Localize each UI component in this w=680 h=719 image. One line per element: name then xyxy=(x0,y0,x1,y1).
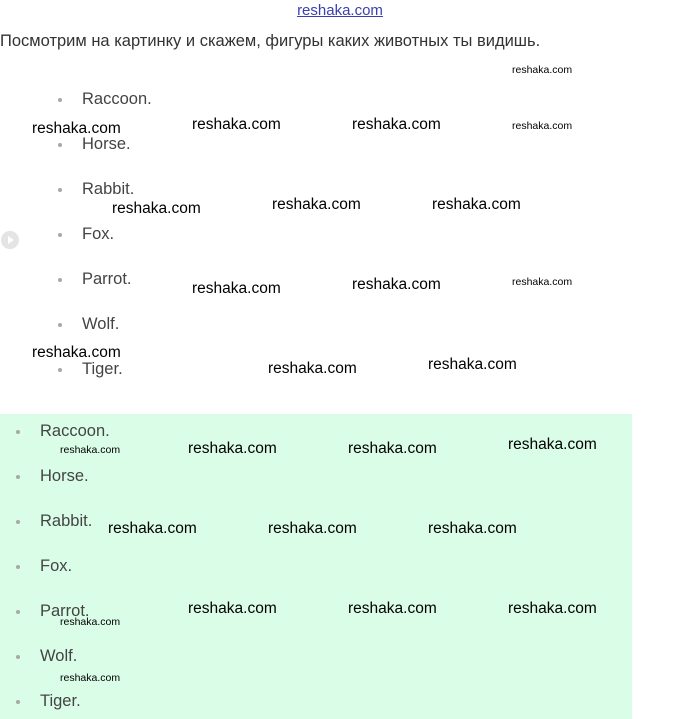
list-item-label: Horse. xyxy=(82,135,131,153)
list-item xyxy=(16,422,110,441)
watermark: reshaka.com xyxy=(268,520,357,537)
watermark: reshaka.com xyxy=(432,196,521,213)
list-item-label: Rabbit. xyxy=(82,180,135,198)
list-item-label: Tiger. xyxy=(82,360,123,378)
list-item-label: Parrot. xyxy=(40,602,90,620)
list-item-label: Raccoon. xyxy=(40,422,110,440)
list-item-label: Fox. xyxy=(82,225,115,243)
bullet-icon xyxy=(58,368,62,372)
list-item-label: Wolf. xyxy=(82,315,120,333)
bullet-icon xyxy=(58,323,62,327)
watermark: reshaka.com xyxy=(348,440,437,457)
list-item-label: Horse. xyxy=(40,467,89,485)
bullet-icon xyxy=(58,188,62,192)
watermark: reshaka.com xyxy=(512,64,573,76)
list-item xyxy=(58,90,152,109)
list-item xyxy=(16,512,92,531)
watermark: reshaka.com xyxy=(192,280,281,297)
list-item xyxy=(58,270,132,289)
list-item xyxy=(58,360,123,379)
watermark: reshaka.com xyxy=(512,120,573,132)
watermark: reshaka.com xyxy=(508,436,597,453)
site-link[interactable]: reshaka.com xyxy=(297,2,383,19)
watermark: reshaka.com xyxy=(192,116,281,133)
bullet-icon xyxy=(16,520,20,524)
bullet-icon xyxy=(58,278,62,282)
list-item xyxy=(16,647,77,666)
list-item-label: Raccoon. xyxy=(82,90,152,108)
watermark: reshaka.com xyxy=(348,600,437,617)
watermark: reshaka.com xyxy=(508,600,597,617)
watermark: reshaka.com xyxy=(428,356,517,373)
bullet-icon xyxy=(16,565,20,569)
list-item xyxy=(58,180,134,199)
list-item xyxy=(16,557,72,576)
watermark: reshaka.com xyxy=(428,520,517,537)
list-item xyxy=(16,692,81,711)
list-item-label: Tiger. xyxy=(40,692,81,710)
watermark: reshaka.com xyxy=(60,616,121,628)
bullet-icon xyxy=(16,610,20,614)
watermark: reshaka.com xyxy=(268,360,357,377)
list-item xyxy=(58,315,119,334)
watermark: reshaka.com xyxy=(108,520,197,537)
watermark: reshaka.com xyxy=(272,196,361,213)
watermark: reshaka.com xyxy=(188,440,277,457)
bullet-icon xyxy=(16,430,20,434)
list-item-label: Wolf. xyxy=(40,647,78,665)
bullet-icon xyxy=(16,475,20,479)
play-icon[interactable] xyxy=(0,230,20,250)
watermark: reshaka.com xyxy=(112,200,201,217)
list-item-label: Parrot. xyxy=(82,270,132,288)
list-item xyxy=(16,467,89,486)
watermark: reshaka.com xyxy=(352,276,441,293)
watermark: reshaka.com xyxy=(188,600,277,617)
watermark: reshaka.com xyxy=(32,120,121,137)
bullet-icon xyxy=(16,700,20,704)
bullet-icon xyxy=(58,143,62,147)
watermark: reshaka.com xyxy=(512,276,573,288)
list-item-label: Fox. xyxy=(40,557,73,575)
watermark: reshaka.com xyxy=(60,672,121,684)
bullet-icon xyxy=(58,233,62,237)
bullet-icon xyxy=(16,655,20,659)
bullet-icon xyxy=(58,98,62,102)
watermark: reshaka.com xyxy=(60,444,121,456)
task-prompt: Посмотрим на картинку и скажем, фигуры каких животных ты видишь. xyxy=(0,32,541,50)
watermark: reshaka.com xyxy=(352,116,441,133)
list-item xyxy=(58,225,114,244)
list-item-label: Rabbit. xyxy=(40,512,93,530)
watermark: reshaka.com xyxy=(32,344,121,361)
